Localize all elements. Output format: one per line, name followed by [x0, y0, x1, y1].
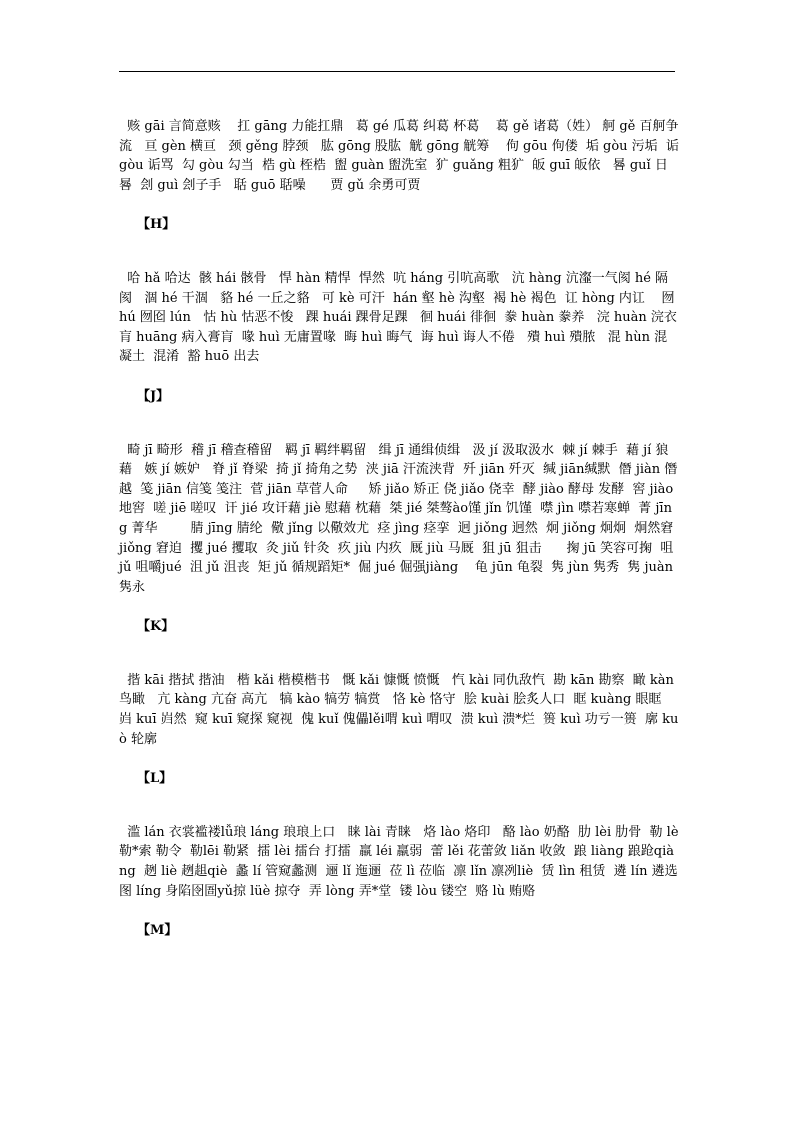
section-heading-l: 【L】 [137, 771, 173, 787]
document-body [119, 117, 686, 941]
section-heading-k: 【K】 [137, 619, 175, 635]
section-heading-h: 【H】 [137, 217, 176, 233]
paragraph-g: 赅 gāi 言简意赅 扛 gāng 力能扛鼎 葛 gé 瓜葛 纠葛 杯葛 葛 gě 诸葛（姓） 舸 gě 百舸争流 亘 gèn 横亘 颈 gěng 脖颈 肱 gōng 股肱 觥 gōng 觥筹 佝 gōu 佝偻 垢 gòu 污垢 诟 gòu 诟骂 勾 gòu 勾当 梏 gù 桎梏 盥 guàn 盥洗室 犷 guǎng 粗犷 皈 guī 皈依 晷 guǐ 日晷 刽 guì 刽子手 聒 guō 聒噪 贾 gǔ 余勇可贾 [119, 119, 684, 193]
section-heading-m: 【M】 [137, 923, 178, 939]
paragraph-k: 揩 kāi 揩拭 揩油 楷 kǎi 楷模楷书 慨 kǎi 慷慨 愤慨 忾 kài 同仇敌忾 勘 kān 勘察 瞰 kàn 鸟瞰 亢 kàng 亢奋 高亢 犒 kào 犒劳 犒赏 恪 kè 恪守 脍 kuài 脍炙人口 眶 kuàng 眼眶 岿 kuī 岿然 窥 kuī 窥探 窥视 傀 kuǐ 傀儡lěi喟 kuì 喟叹 溃 kuì 溃*烂 篑 kuì 功亏一篑 廓 kuò 轮廓 [119, 672, 679, 747]
paragraph-h: 哈 hǎ 哈达 骸 hái 骸骨 悍 hàn 精悍 悍然 吭 háng 引吭高歌 沆 hàng 沆瀣一气阂 hé 隔阂 涸 hé 干涸 貉 hé 一丘之貉 可 kè 可汗 hán 壑 hè 沟壑 褐 hè 褐色 讧 hòng 内讧 囫 hú 囫囵 lún 怙 hù 怙恶不悛 踝 huái 踝骨足踝 徊 huái 徘徊 豢 huàn 豢养 浣 huàn 浣衣 肓 huāng 病入膏肓 喙 huì 无庸置喙 晦 huì 晦气 诲 huì 诲人不倦 殨 huì 殨脓 混 hùn 混凝土 混淆 豁 huō 出去 [119, 270, 686, 365]
section-heading-j: 【J】 [137, 388, 170, 404]
paragraph-j: 畸 jī 畸形 稽 jī 稽查稽留 羁 jī 羁绊羁留 缉 jī 通缉侦缉 汲 jí 汲取汲水 棘 jí 棘手 藉 jí 狼藉 嫉 jí 嫉妒 脊 jǐ 脊梁 掎 jǐ 掎角之势 浃 jiā 汗流浃背 歼 jiān 歼灭 缄 jiān缄默 僭 jiàn 僭越 笺 jiān 信笺 笺注 菅 jiān 草菅人命 矫 jiǎo 矫正 侥 jiǎo 侥幸 酵 jiào 酵母 发酵 窖 jiào 地窖 嗟 jiē 嗟叹 讦 jié 攻讦藉 jiè 慰藉 枕藉 桀 jié 桀骜ào馑 jǐn 饥馑 噤 jìn 噤若寒蝉 菁 jīng 菁华 腈 jīng 腈纶 儆 jǐng 以儆效尤 痉 jìng 痉挛 迥 jiǒng 迥然 炯 jiǒng 炯炯 炯然窘 jiǒng 窘迫 攫 jué 攫取 灸 jiǔ 针灸 疚 jiù 内疚 厩 jiù 马厩 狙 jū 狙击 掬 jū 笑容可掬 咀 jǔ 咀嚼jué 沮 jǔ 沮丧 矩 jǔ 循规蹈矩* 倔 jué 倔强jiàng 龟 jūn 龟裂 隽 jùn 隽秀 隽 juàn 隽永 [119, 442, 678, 595]
paragraph-l: 滥 lán 衣裳褴褛lǚ琅 láng 琅琅上口 睐 lài 青睐 烙 lào 烙印 酪 lào 奶酪 肋 lèi 肋骨 勒 lè 勒*索 勒令 勒lēi 勒紧 擂 lèi 擂台 打擂 羸 léi 羸弱 蕾 lěi 花蕾敛 liǎn 收敛 踉 liàng 踉跄qiàng 趔 liè 趔趄qiè 蠡 lí 管窥蠡测 逦 lǐ 迤逦 莅 lì 莅临 凛 lǐn 凛冽liè 赁 lìn 租赁 遴 lín 遴选 图 líng 身陷囹圄yǔ掠 lüè 掠夺 弄 lòng 弄*堂 镂 lòu 镂空 赂 lù 贿赂 [119, 824, 686, 899]
header-rule [119, 71, 675, 72]
